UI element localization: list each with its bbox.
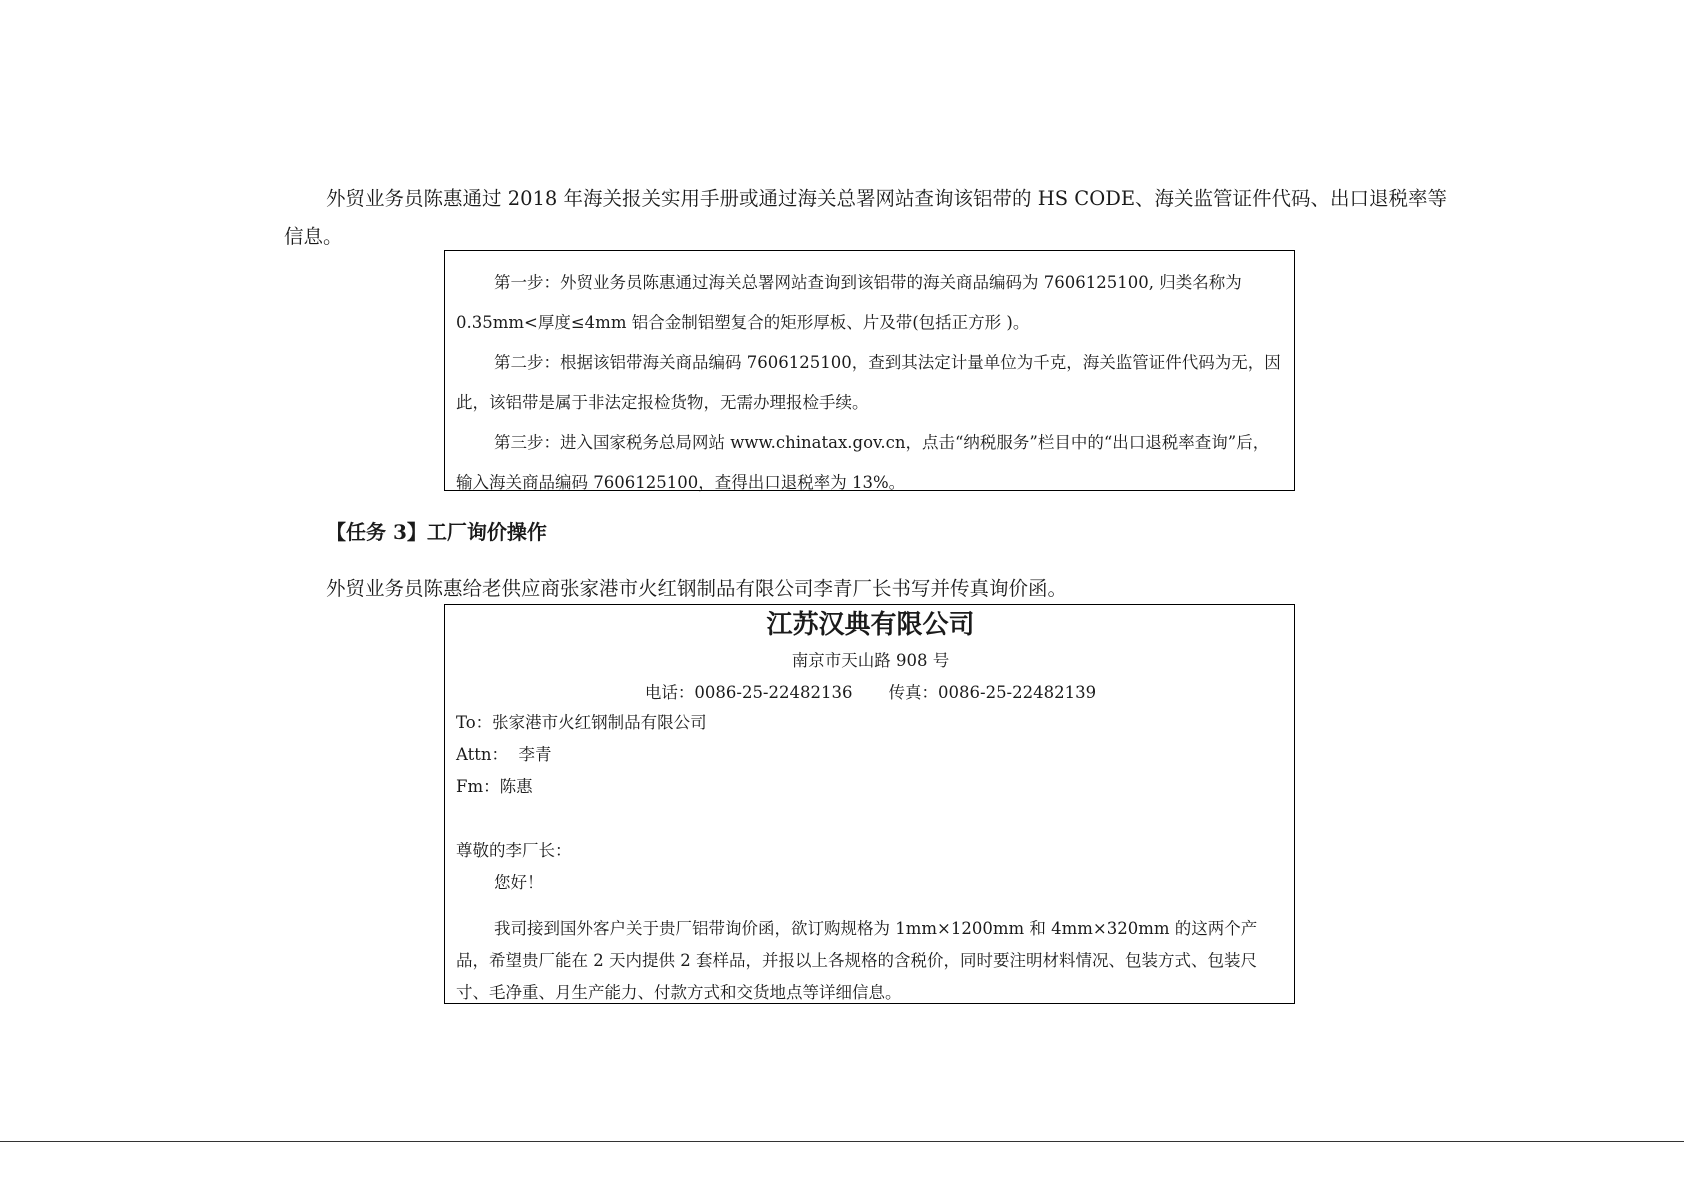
company-address: 南京市天山路 908 号 <box>791 651 950 670</box>
letter-body: 我司接到国外客户关于贵厂铝带询价函，欲订购规格为 1mm×1200mm 和 4mm×320mm 的这两个产品，希望贵厂能在 2 天内提供 2 套样品，并报以上各规格的含税价，同时要注明材料情况、包装方式、包装尺寸、毛净重、月生产能力、付款方式和交货地点等详细信息。 <box>456 919 1258 1002</box>
step-two: 第二步：根据该铝带海关商品编码 7606125100，查到其法定计量单位为千克，海关监管证件代码为无，因此，该铝带是属于非法定报检货物，无需办理报检手续。 <box>456 353 1281 412</box>
task-intro: 外贸业务员陈惠给老供应商张家港市火红钢制品有限公司李青厂长书写并传真询价函。 <box>326 577 1068 600</box>
step-one: 第一步：外贸业务员陈惠通过海关总署网站查询到该铝带的海关商品编码为 7606125100, 归类名称为 0.35mm<厚度≤4mm 铝合金制铝塑复合的矩形厚板、片及带(包括正方形 )。 <box>456 273 1242 332</box>
to-field: To：张家港市火红钢制品有限公司 <box>456 713 707 732</box>
inquiry-fax-box <box>444 604 1295 1004</box>
query-steps-box <box>444 250 1295 491</box>
task-heading: 【任务 3】工厂询价操作 <box>326 520 547 544</box>
greeting: 您好！ <box>494 873 544 892</box>
bottom-divider <box>0 1141 1684 1142</box>
company-name: 江苏汉典有限公司 <box>766 610 975 640</box>
from-field: Fm：陈惠 <box>456 777 533 796</box>
intro-paragraph: 外贸业务员陈惠通过 2018 年海关报关实用手册或通过海关总署网站查询该铝带的 HS CODE、海关监管证件代码、出口退税率等信息。 <box>284 187 1448 248</box>
salutation: 尊敬的李厂长： <box>456 841 572 860</box>
contact-line <box>445 681 1296 705</box>
step-three: 第三步：进入国家税务总局网站 www.chinatax.gov.cn，点击“纳税服务”栏目中的“出口退税率查询”后，输入海关商品编码 7606125100，查得出口退税率为 13%。 <box>456 433 1270 492</box>
phone-number: 电话：0086-25-22482136 <box>644 683 853 702</box>
attn-field: Attn： 李青 <box>456 745 552 764</box>
fax-number: 传真：0086-25-22482139 <box>888 683 1097 702</box>
